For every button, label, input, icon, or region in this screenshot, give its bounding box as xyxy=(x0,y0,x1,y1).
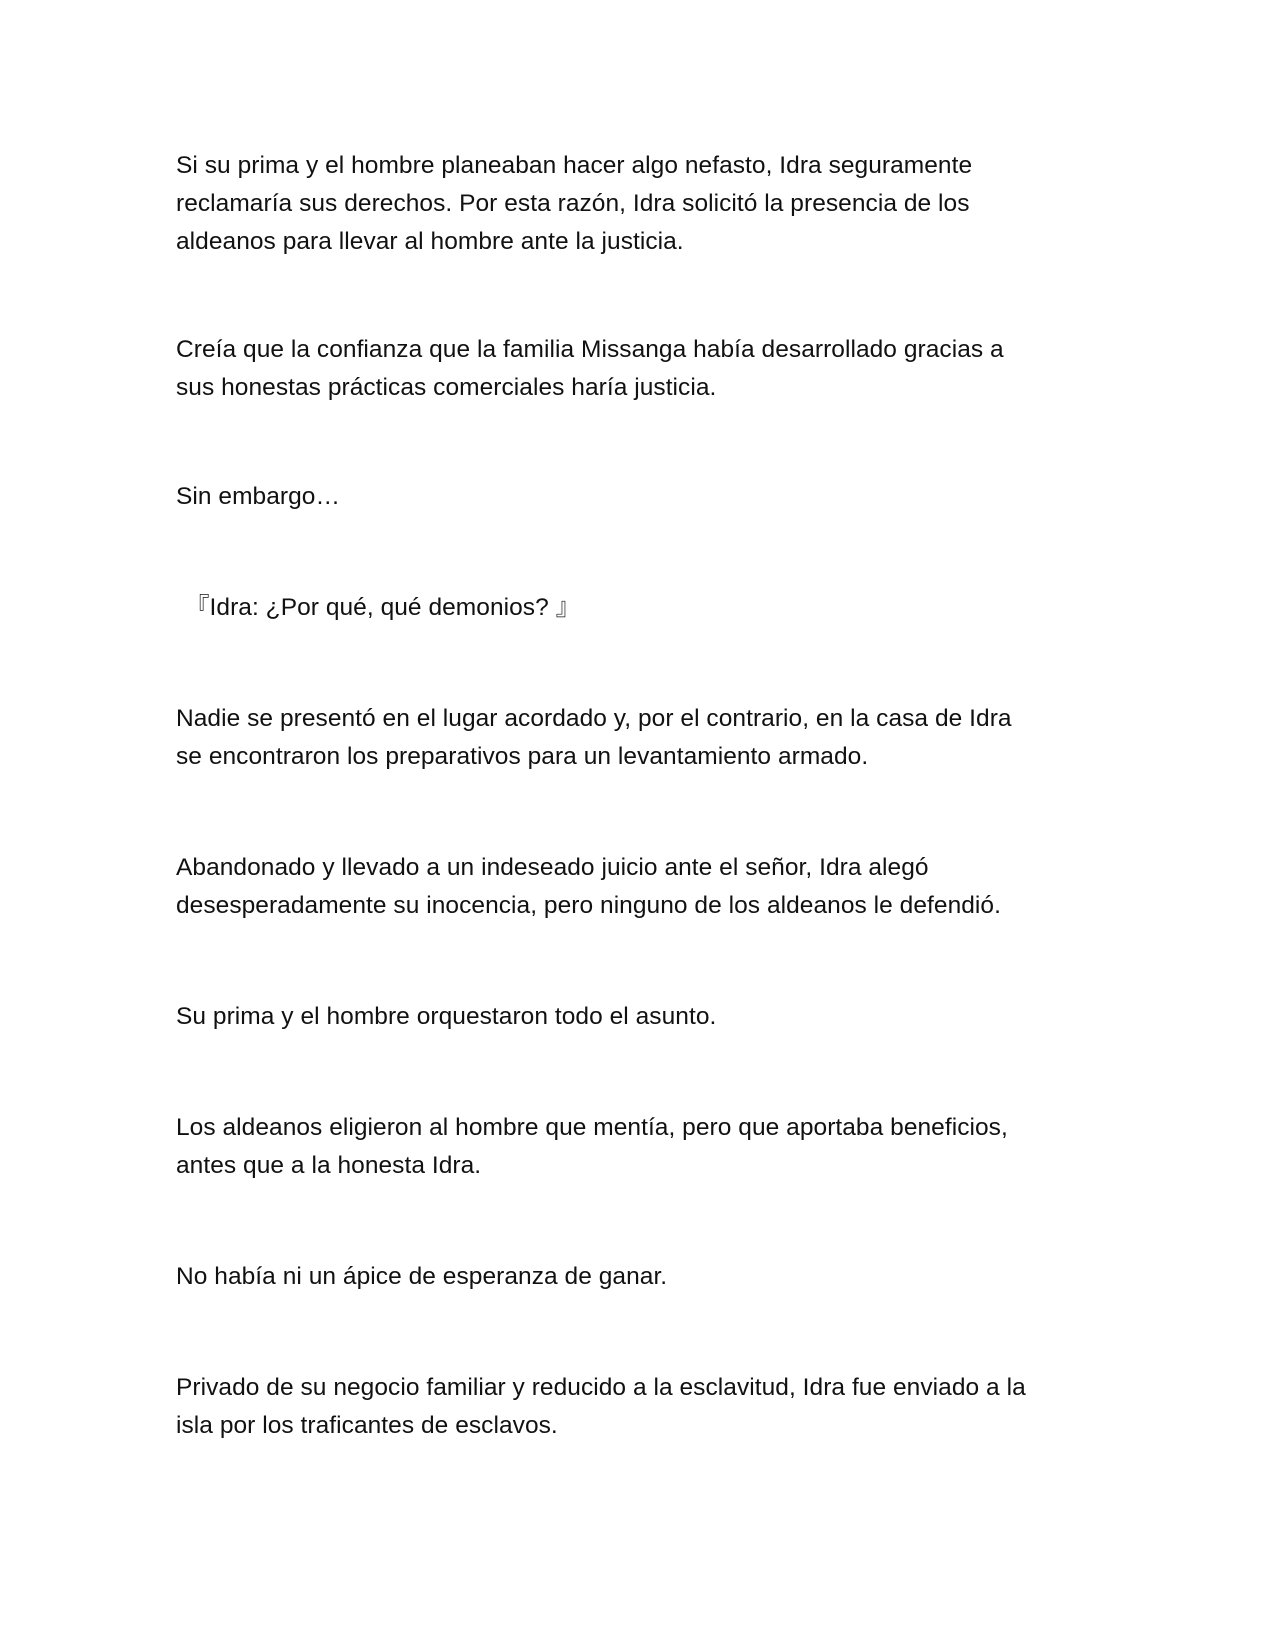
paragraph-line: isla por los traficantes de esclavos. xyxy=(176,1412,558,1439)
paragraph-line: No había ni un ápice de esperanza de ganar. xyxy=(176,1263,668,1290)
paragraph-8 xyxy=(176,1109,1116,1185)
paragraph-line: desesperadamente su inocencia, pero ninguno de los aldeanos le defendió. xyxy=(176,892,1001,919)
paragraph-line: Su prima y el hombre orquestaron todo el asunto. xyxy=(176,1003,717,1030)
paragraph-2 xyxy=(176,331,1116,407)
paragraph-7 xyxy=(176,998,1116,1036)
paragraph-line: se encontraron los preparativos para un levantamiento armado. xyxy=(176,743,869,770)
paragraph-line: Creía que la confianza que la familia Missanga había desarrollado gracias a xyxy=(176,336,1004,363)
paragraph-5 xyxy=(176,700,1116,776)
paragraph-line: Los aldeanos eligieron al hombre que mentía, pero que aportaba beneficios, xyxy=(176,1114,1008,1141)
paragraph-line: Nadie se presentó en el lugar acordado y, por el contrario, en la casa de Idra xyxy=(176,705,1012,732)
paragraph-line: Si su prima y el hombre planeaban hacer algo nefasto, Idra seguramente xyxy=(176,152,973,179)
paragraph-10 xyxy=(176,1369,1116,1445)
paragraph-3 xyxy=(176,478,1116,516)
dialogue-line xyxy=(185,589,1125,627)
paragraph-line: aldeanos para llevar al hombre ante la justicia. xyxy=(176,228,684,255)
paragraph-6 xyxy=(176,849,1116,925)
paragraph-line: antes que a la honesta Idra. xyxy=(176,1152,482,1179)
paragraph-9 xyxy=(176,1258,1116,1296)
paragraph-line: reclamaría sus derechos. Por esta razón, Idra solicitó la presencia de los xyxy=(176,190,970,217)
paragraph-line: 『Idra: ¿Por qué, qué demonios? 』 xyxy=(185,594,581,621)
paragraph-line: Privado de su negocio familiar y reducido a la esclavitud, Idra fue enviado a la xyxy=(176,1374,1026,1401)
paragraph-line: sus honestas prácticas comerciales haría justicia. xyxy=(176,374,717,401)
paragraph-line: Sin embargo… xyxy=(176,483,341,510)
paragraph-1 xyxy=(176,147,1116,261)
paragraph-line: Abandonado y llevado a un indeseado juicio ante el señor, Idra alegó xyxy=(176,854,929,881)
